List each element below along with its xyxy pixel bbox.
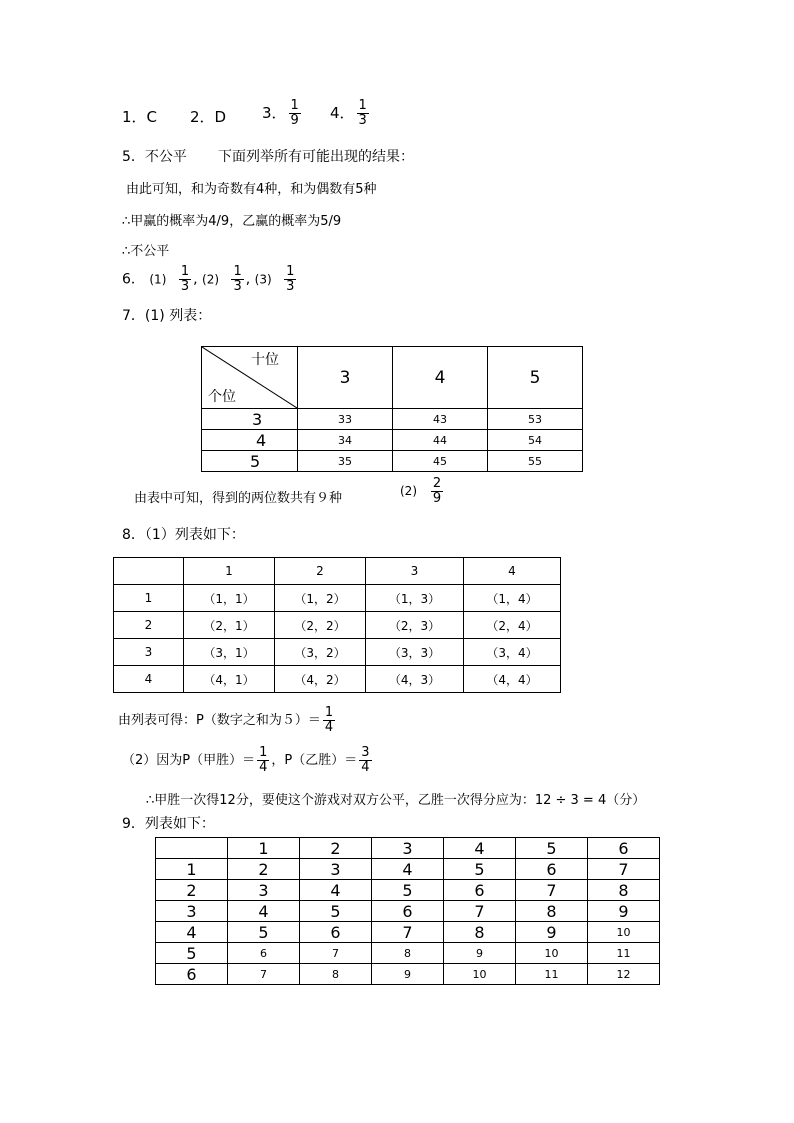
table-cell: 9 (372, 964, 444, 985)
table-cell: 7 (588, 859, 660, 880)
col-header: 4 (393, 347, 488, 409)
table-row (202, 347, 583, 409)
table-cell: 5 (372, 880, 444, 901)
col-header: 5 (488, 347, 583, 409)
q7-part2 (400, 477, 445, 506)
table-cell: 1 (156, 859, 228, 880)
table-cell: 35 (298, 451, 393, 472)
table-row (202, 430, 583, 451)
table-cell: 4 (372, 859, 444, 880)
table-cell: 43 (393, 409, 488, 430)
q5-intro: 下面列举所有可能出现的结果： (218, 149, 414, 165)
fraction: $\frac{1}{9}$ (290, 98, 299, 128)
table-cell: 3 (300, 859, 372, 880)
table-cell: 44 (393, 430, 488, 451)
table-cell: 12 (588, 964, 660, 985)
fraction: $\frac{1}{4}$ (324, 705, 334, 735)
table-cell: 4 (114, 666, 184, 693)
table-cell: 3 (114, 639, 184, 666)
q6-answers: 6． (1) $\frac{1}{3}$ , (2) $\frac{1}{3}$ , (3) $\frac{1}{3}$ (122, 264, 295, 294)
row-header: 5 (202, 451, 298, 472)
q8-line2 (122, 746, 374, 775)
q9-table (155, 837, 660, 985)
q6-label: 6． (122, 271, 145, 288)
table-cell: 5 (300, 901, 372, 922)
table-cell: （2，2） (275, 612, 366, 639)
table-header-cell: 3 (372, 838, 444, 859)
table-row (156, 880, 660, 901)
table-row (156, 922, 660, 943)
table-cell: 4 (300, 880, 372, 901)
table-cell: （4，1） (184, 666, 275, 693)
table-cell: （1，4） (464, 585, 561, 612)
table-cell: 7 (228, 964, 300, 985)
table-cell: 10 (516, 943, 588, 964)
table-cell: （4，2） (275, 666, 366, 693)
table-cell: （1，2） (275, 585, 366, 612)
fraction: $\frac{1}{4}$ (259, 745, 268, 775)
table-cell: 9 (444, 943, 516, 964)
q5-line3: ∴甲赢的概率为4/9，乙赢的概率为5/9 (122, 214, 342, 229)
table-cell: 3 (228, 880, 300, 901)
table-header-cell: 2 (275, 558, 366, 585)
corner-cell (202, 347, 298, 409)
table-row (156, 964, 660, 985)
table-header-cell: 5 (516, 838, 588, 859)
table-cell: （1，3） (366, 585, 464, 612)
row-header: 4 (202, 430, 298, 451)
table-cell: （4，4） (464, 666, 561, 693)
col-header: 3 (298, 347, 393, 409)
q6-part1: (1) (149, 272, 167, 287)
table-cell: 6 (228, 943, 300, 964)
table-cell: 5 (156, 943, 228, 964)
q8-line2-text-a: （2）因为P（甲胜）＝ (122, 753, 256, 768)
table-cell: 7 (300, 943, 372, 964)
table-cell: 4 (228, 901, 300, 922)
answer-1: 1．C (122, 108, 158, 126)
table-cell: 55 (488, 451, 583, 472)
table-cell: 45 (393, 451, 488, 472)
table-header-cell: 1 (184, 558, 275, 585)
fraction: $\frac{1}{3}$ (358, 98, 367, 128)
table-header-cell: 1 (228, 838, 300, 859)
table-cell: （3，3） (366, 639, 464, 666)
table-cell: 8 (516, 901, 588, 922)
table-header-cell (114, 558, 184, 585)
q8-line3: ∴甲胜一次得12分，要使这个游戏对双方公平，乙胜一次得分应为：12 ÷ 3 = 4（分） (146, 793, 646, 808)
table-header-cell: 4 (464, 558, 561, 585)
table-cell: 6 (516, 859, 588, 880)
table-cell: （3，4） (464, 639, 561, 666)
q8-line1 (118, 706, 337, 735)
table-row (156, 838, 660, 859)
table-cell: 10 (588, 922, 660, 943)
table-cell: 8 (372, 943, 444, 964)
table-cell: 7 (444, 901, 516, 922)
q7-table (201, 346, 583, 472)
answer-2: 2．D (190, 108, 227, 126)
table-cell: 53 (488, 409, 583, 430)
table-cell: （1，1） (184, 585, 275, 612)
table-cell: 1 (114, 585, 184, 612)
fraction: $\frac{1}{3}$ (233, 264, 242, 294)
table-row (114, 612, 561, 639)
table-cell: 6 (156, 964, 228, 985)
table-cell: 7 (516, 880, 588, 901)
q9-heading: 9．列表如下： (122, 816, 215, 832)
table-cell: 33 (298, 409, 393, 430)
table-cell: 10 (444, 964, 516, 985)
table-row (202, 451, 583, 472)
q5-line2: 由此可知，和为奇数有4种，和为偶数有5种 (126, 182, 377, 197)
table-cell: 6 (300, 922, 372, 943)
q7-conclusion: 由表中可知，得到的两位数共有９种 (134, 491, 343, 506)
table-header-cell: 6 (588, 838, 660, 859)
table-cell: 4 (156, 922, 228, 943)
answer-4 (330, 99, 371, 128)
table-row (156, 943, 660, 964)
table-cell: 11 (588, 943, 660, 964)
table-row (156, 859, 660, 880)
q8-heading: 8．（1）列表如下： (122, 527, 245, 543)
corner-bottom: 个位 (208, 389, 236, 405)
table-header-cell: 2 (300, 838, 372, 859)
table-cell: 2 (114, 612, 184, 639)
table-row (114, 639, 561, 666)
table-cell: （4，3） (366, 666, 464, 693)
table-row (114, 666, 561, 693)
q8-line2-text-b: ，P（乙胜）＝ (271, 753, 358, 768)
row-header: 3 (202, 409, 298, 430)
table-row (114, 585, 561, 612)
table-row (202, 409, 583, 430)
table-cell: 9 (588, 901, 660, 922)
q5-line4: ∴不公平 (122, 244, 170, 259)
q7-part2-label: (2) (400, 484, 417, 498)
table-cell: （2，1） (184, 612, 275, 639)
table-cell: （2，3） (366, 612, 464, 639)
table-row (156, 901, 660, 922)
table-cell: （3，2） (275, 639, 366, 666)
answer-4-label: 4． (330, 104, 355, 122)
fraction: $\frac{3}{4}$ (361, 745, 370, 775)
table-cell: 9 (516, 922, 588, 943)
q6-part3: (3) (254, 272, 272, 287)
table-cell: 8 (300, 964, 372, 985)
table-cell: 6 (372, 901, 444, 922)
answer-3 (262, 99, 303, 128)
table-cell: 34 (298, 430, 393, 451)
table-cell: （3，1） (184, 639, 275, 666)
corner-top: 十位 (251, 352, 279, 368)
table-header-cell: 3 (366, 558, 464, 585)
table-cell: 5 (228, 922, 300, 943)
fraction: $\frac{2}{9}$ (432, 476, 442, 506)
answer-3-label: 3． (262, 104, 287, 122)
table-header-cell: 4 (444, 838, 516, 859)
table-cell: 7 (372, 922, 444, 943)
table-cell: （2，4） (464, 612, 561, 639)
table-cell: 6 (444, 880, 516, 901)
table-row (114, 558, 561, 585)
q8-line1-text: 由列表可得：P（数字之和为５）＝ (118, 713, 321, 728)
table-cell: 3 (156, 901, 228, 922)
q8-table (113, 557, 561, 693)
table-cell: 5 (444, 859, 516, 880)
table-cell: 11 (516, 964, 588, 985)
table-cell: 2 (156, 880, 228, 901)
fraction: $\frac{1}{3}$ (286, 264, 295, 294)
table-cell: 8 (444, 922, 516, 943)
q5-answer: 5．不公平 (122, 149, 187, 165)
fraction: $\frac{1}{3}$ (180, 264, 190, 294)
q6-part2: (2) (202, 272, 220, 287)
table-cell: 8 (588, 880, 660, 901)
table-cell: 2 (228, 859, 300, 880)
q7-heading: 7．(1) 列表： (122, 308, 212, 324)
table-header-cell (156, 838, 228, 859)
table-cell: 54 (488, 430, 583, 451)
